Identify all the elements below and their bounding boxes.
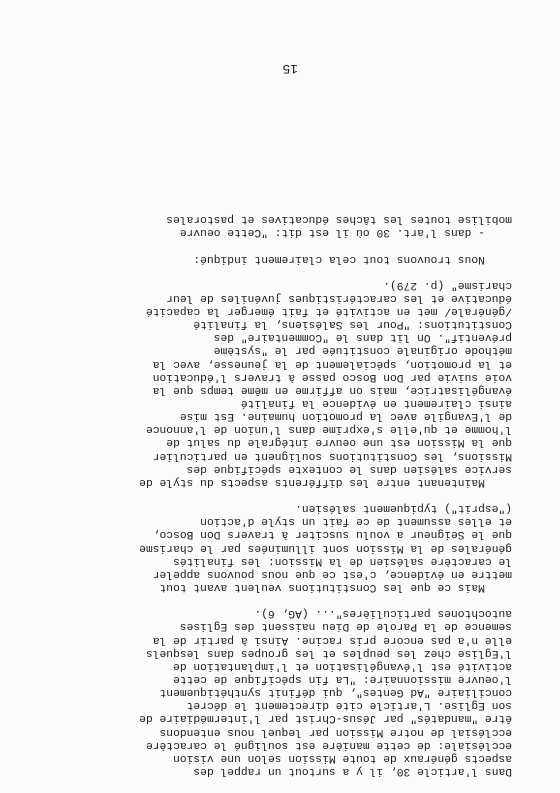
text-line: l'oeuvre missionnaire: "La fin spécifique de cette (173, 673, 512, 686)
text-line: ainsi clairement en évidence la finalité (240, 397, 512, 410)
text-line: /générale/ met en activité et fait émerger la capacité (145, 305, 512, 318)
text-line: l'Eglise chez les peuples et les groupes dans lesquels (145, 646, 512, 659)
text-line: - dans l'art. 30 où il est dit: "Cette oeuvre (179, 226, 512, 239)
text-line: conciliaire "Ad Gentes", qui définit synthétiquement (159, 686, 512, 699)
text-line: Missions, les Constitutions soulignent en particulier (152, 449, 512, 462)
text-line (46, 265, 512, 278)
text-line: Dans l'article 30, il y a surtout un rappel des (193, 765, 512, 777)
text-line: semence de la Parole de Dieu naissent des Eglises (179, 620, 512, 633)
text-line: ecclésial de notre Mission par lequel nous entendons (159, 725, 512, 738)
text-line: méthode originale constituée par le "système (213, 344, 512, 357)
text-line: que la Mission est une oeuvre intégrale du salut de (166, 436, 512, 449)
text-line: préventif". On lit dans le "Commentaire" des (213, 331, 512, 344)
text-line: son Eglise. L'article cite directement le décret (186, 699, 512, 712)
text-line: Nous trouvons tout cela clairement indiqué: (193, 252, 512, 265)
text-line: Mais ce que les Constitutions veulent avant tout (159, 581, 512, 594)
text-line: ecclésiale: de cette manière est souligné le caractère (145, 738, 512, 751)
text-line: elle n'a pas encore pris racine. Ainsi à partir de la (152, 633, 512, 646)
text-line: aspects généraux de toute Mission selon une vision (173, 751, 512, 764)
text-line: et elles assument de ce fait un style d'action (200, 515, 512, 528)
text-line: que le Seigneur a voulu susciter à travers Don Bosco, (152, 528, 512, 541)
text-line: évangélisatrice, mais on affirme en même temps que la (152, 383, 512, 396)
text-line: générales de la Mission sont illuminées par le charisme (139, 541, 512, 554)
text-line: voie suivie par Don Bosco passe à travers l'éducation (152, 370, 512, 383)
text-line: activité est l'évangélisation et l'implantation de (173, 659, 512, 672)
text-line: de l'Evangile avec la promotion humaine. Est mise (179, 410, 512, 423)
text-line: mobilise toutes les tâches éducatives et pastorales (166, 213, 512, 226)
text-line (46, 593, 512, 606)
text-line (46, 488, 512, 501)
text-line: Maintenant entre les différents aspects du style de (139, 475, 512, 488)
text-line: l'homme et qu'elle s'exprime dans l'union de l'annonce (145, 423, 512, 436)
text-line: service salésien dans le contexte spécifique des (186, 462, 512, 475)
text-line: mettre en évidence, c'est ce que nous pouvons appeler (152, 567, 512, 580)
body-text (46, 212, 512, 777)
text-line: le caractère salésien de la Mission: les finalités (173, 554, 512, 567)
text-line (46, 238, 512, 251)
text-line: et la promotion, spécialement de la jeunesse, avec la (152, 357, 512, 370)
text-line: Constitutions: "Pour les Salésiens, la finalité (193, 318, 512, 331)
page-number: 15 (282, 61, 298, 76)
text-line: charisme" (p. 279). (383, 278, 512, 291)
text-line: éducative et les caractéristiques juvéniles de leur (166, 291, 512, 304)
text-line: autochtones particulières"... (AG, 6). (254, 607, 512, 620)
text-line: être "mandatés" par Jésus-Christ par l'intermédiaire de (139, 712, 512, 725)
text-line: ("esprit") typiquement salésien. (295, 502, 512, 515)
